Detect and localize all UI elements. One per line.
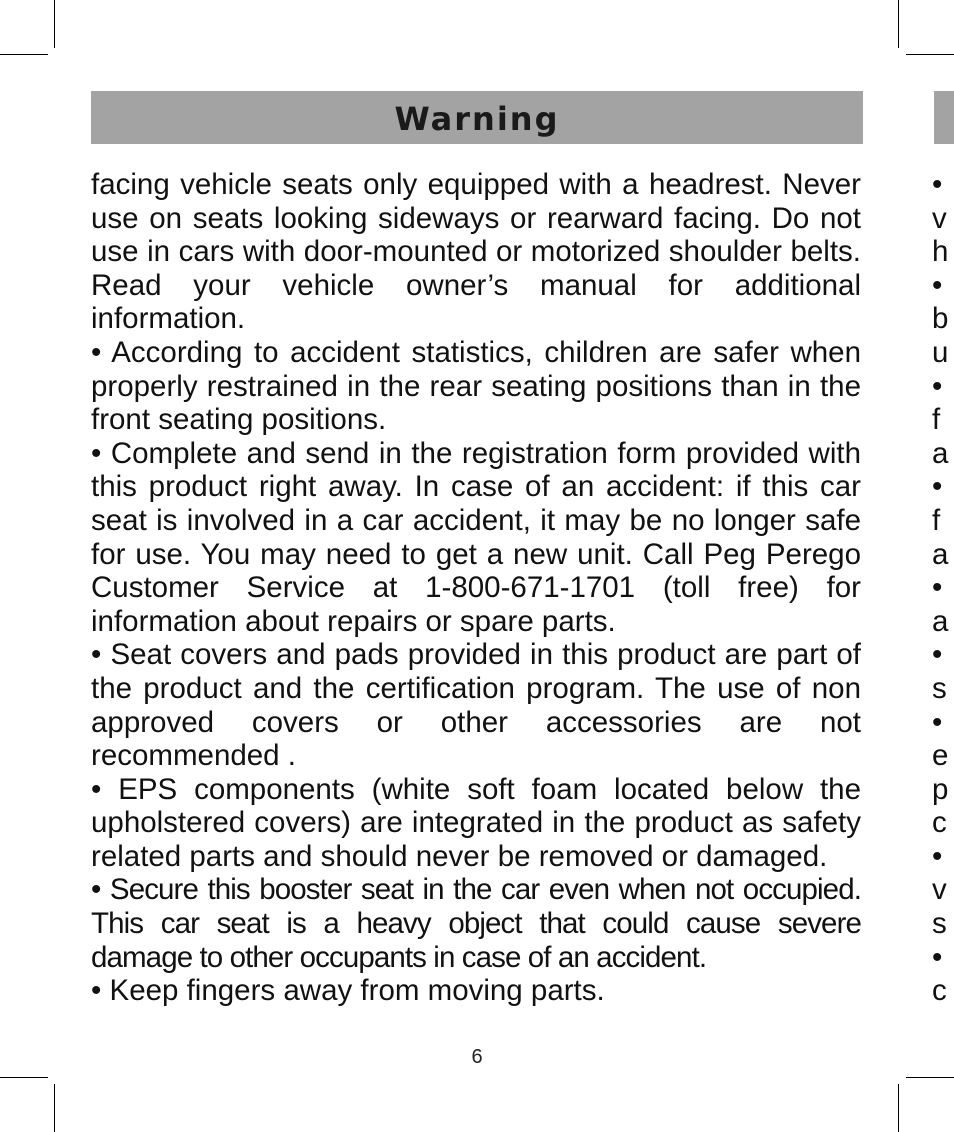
crop-mark-bottom-right-horizontal [906, 1077, 954, 1078]
warning-paragraph: • Complete and send in the registration form provided with this product right away. In case of an accident: if this car seat is involved in a car accident, it may be no longer safe for use. You may need to get a new unit. Call Peg Perego Customer Service at 1-800-671-1701 (toll free) for information about repairs or spare parts. [91, 436, 861, 638]
warning-paragraph: • Keep fingers away from moving parts. [91, 974, 605, 1008]
next-page-header-bar [934, 91, 954, 144]
crop-mark-top-right-vertical [898, 0, 899, 48]
warning-paragraph: • According to accident statistics, children are safer when properly restrained in the rear seating positions than in the front seating positions. [91, 335, 861, 437]
warning-paragraph: • EPS components (white soft foam located below the upholstered covers) are integrated in the product as safety related parts and should never be removed or damaged. [91, 772, 861, 873]
crop-mark-bottom-left-vertical [54, 1084, 55, 1132]
warning-paragraph: facing vehicle seats only equipped with a headrest. Never use on seats looking sideways or rearward facing. Do not use in cars with door-mounted or motorized shoulder belts. Read your vehicle owner’s manual for additional information. [91, 168, 861, 336]
section-title: Warning [394, 100, 560, 138]
crop-mark-top-left-horizontal [0, 54, 48, 55]
page-number: 6 [471, 1046, 483, 1068]
next-page-text-fragment: • v h • b u • f a • f a • a • s • e p c • v s • c [932, 168, 949, 1008]
crop-mark-bottom-left-horizontal [0, 1077, 48, 1078]
crop-mark-top-left-vertical [54, 0, 55, 48]
crop-mark-bottom-right-vertical [898, 1084, 899, 1132]
warning-paragraph: • Secure this booster seat in the car even when not occupied. This car seat is a heavy object that could cause severe damage to other occupants in case of an accident. [91, 873, 861, 974]
warning-paragraph: • Seat covers and pads provided in this product are part of the product and the certification program. The use of non approved covers or other accessories are not recommended . [91, 638, 861, 773]
warning-text-column [91, 168, 861, 1008]
section-header-bar [91, 91, 863, 144]
crop-mark-top-right-horizontal [906, 54, 954, 55]
